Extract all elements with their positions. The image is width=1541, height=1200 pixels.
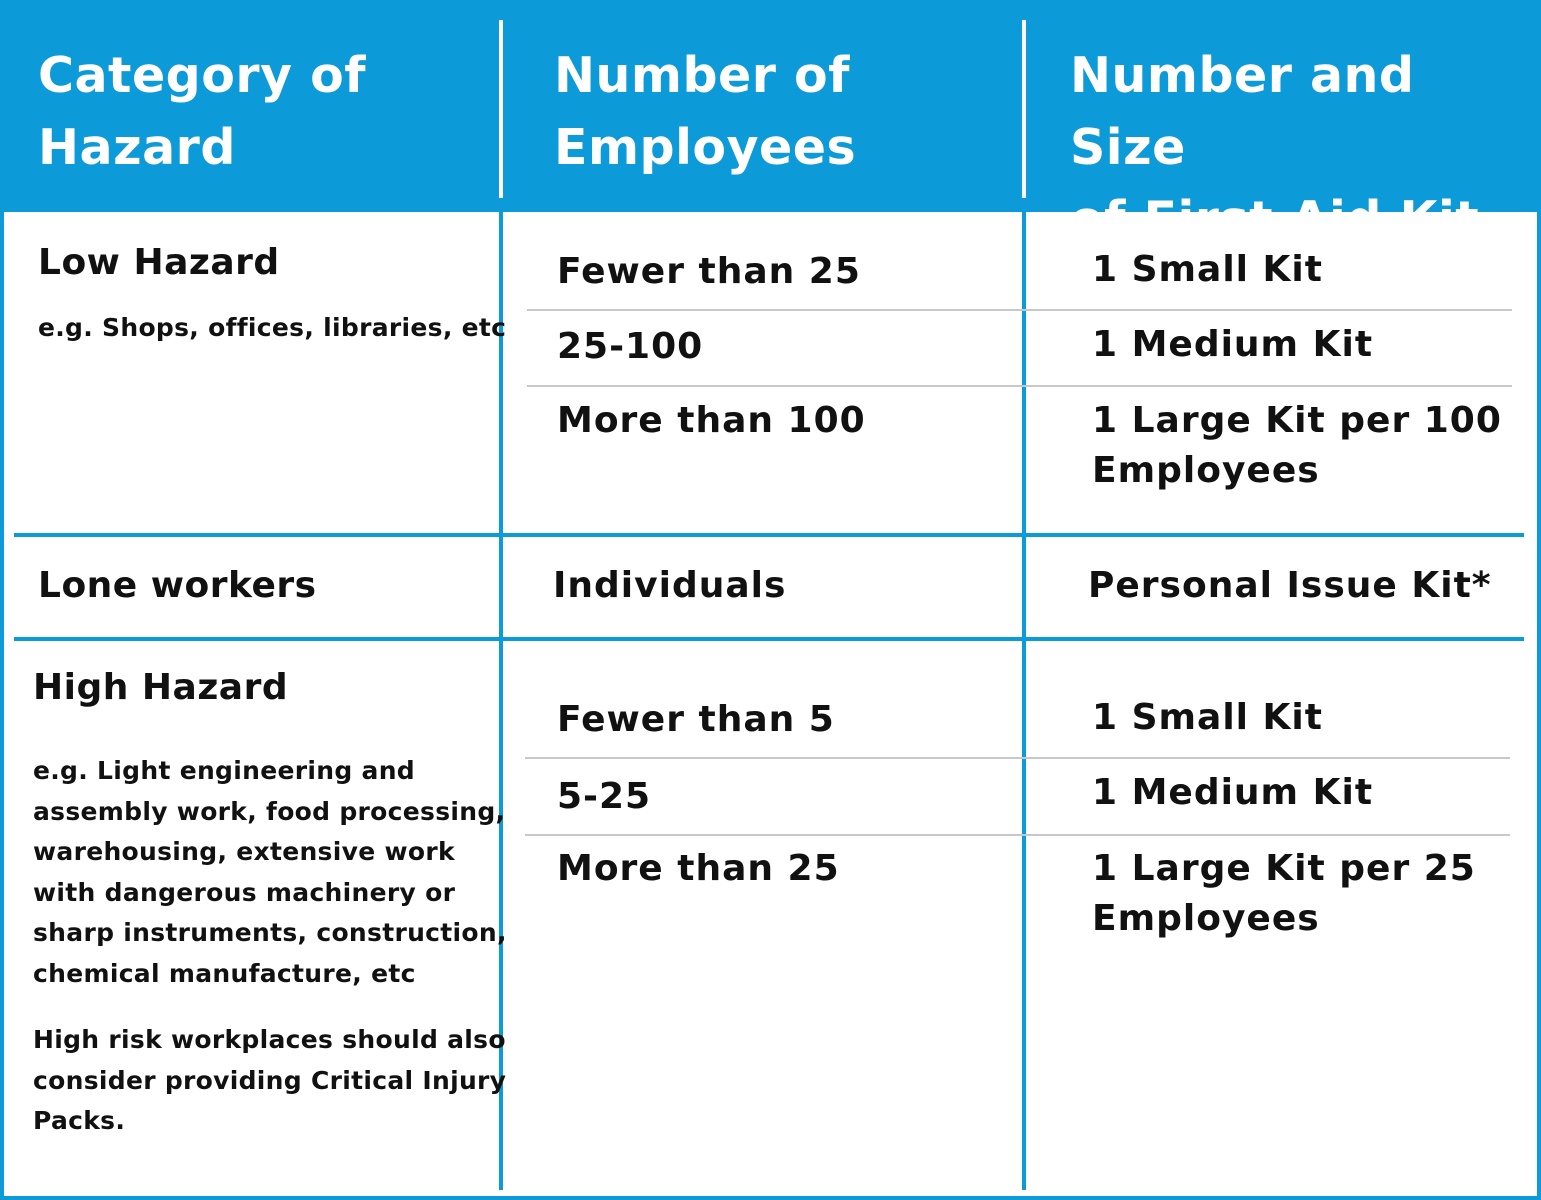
section-separator — [14, 533, 1524, 537]
low-row-3-kit — [1092, 396, 1502, 496]
high-row-1-kit: 1 Small Kit — [1092, 697, 1323, 738]
high-hazard-note-line: Packs. — [33, 1106, 126, 1135]
high-row-3-kit-line-2: Employees — [1092, 898, 1320, 939]
header-category-line-1: Category of — [38, 47, 367, 104]
header-employees — [554, 40, 856, 184]
high-hazard-note-line: consider providing Critical Injury — [33, 1065, 507, 1095]
header-divider — [499, 20, 503, 198]
column-divider — [1022, 212, 1026, 1190]
low-row-3-kit-line-2: Employees — [1092, 450, 1320, 491]
row-divider — [525, 757, 1510, 759]
high-hazard-note-line: High risk workplaces should also — [33, 1025, 506, 1054]
low-row-2-employees: 25-100 — [557, 326, 704, 367]
high-row-3-kit — [1092, 844, 1476, 944]
high-hazard-example-line: e.g. Light engineering and — [33, 756, 415, 785]
high-row-2-kit: 1 Medium Kit — [1092, 772, 1374, 813]
table-border-bottom — [0, 1196, 1541, 1200]
high-hazard-example-line: with dangerous machinery or — [33, 877, 456, 907]
low-row-1-kit: 1 Small Kit — [1092, 249, 1323, 290]
header-kit — [1070, 40, 1541, 256]
lone-workers-kit: Personal Issue Kit* — [1088, 565, 1492, 606]
table-border-left — [0, 212, 4, 1200]
high-hazard-example-line: chemical manufacture, etc — [33, 958, 416, 988]
high-hazard-example-line: warehousing, extensive work — [33, 837, 455, 866]
low-hazard-example: e.g. Shops, offices, libraries, etc — [38, 313, 507, 342]
high-row-1-employees: Fewer than 5 — [557, 699, 835, 740]
lone-workers-employees: Individuals — [553, 565, 787, 606]
section-separator — [14, 637, 1524, 641]
header-category — [38, 40, 366, 184]
high-hazard-note — [33, 1020, 506, 1142]
header-kit-line-1: Number and Size — [1070, 47, 1415, 176]
table-border-right — [1537, 212, 1541, 1200]
row-divider — [527, 385, 1512, 387]
lone-workers-category: Lone workers — [38, 565, 317, 606]
table-header — [0, 0, 1541, 248]
header-employees-line-2: Employees — [554, 119, 857, 176]
header-divider — [1022, 20, 1026, 198]
row-divider — [527, 309, 1512, 311]
high-hazard-example — [33, 751, 507, 994]
high-row-2-employees: 5-25 — [557, 776, 652, 817]
low-row-3-employees: More than 100 — [557, 400, 866, 441]
high-row-3-employees: More than 25 — [557, 848, 840, 889]
low-row-1-employees: Fewer than 25 — [557, 251, 861, 292]
high-row-3-kit-line-1: 1 Large Kit per 25 — [1092, 848, 1476, 889]
row-divider — [525, 834, 1510, 836]
high-hazard-example-line: sharp instruments, construction, — [33, 918, 507, 947]
header-kit-line-2: of First Aid Kit — [1070, 191, 1480, 248]
header-employees-line-1: Number of — [554, 47, 850, 104]
low-hazard-category: Low Hazard — [38, 242, 280, 283]
low-row-2-kit: 1 Medium Kit — [1092, 324, 1374, 365]
high-hazard-example-line: assembly work, food processing, — [33, 796, 506, 826]
low-row-3-kit-line-1: 1 Large Kit per 100 — [1092, 400, 1502, 441]
header-category-line-2: Hazard — [38, 119, 236, 176]
high-hazard-category: High Hazard — [33, 667, 289, 708]
